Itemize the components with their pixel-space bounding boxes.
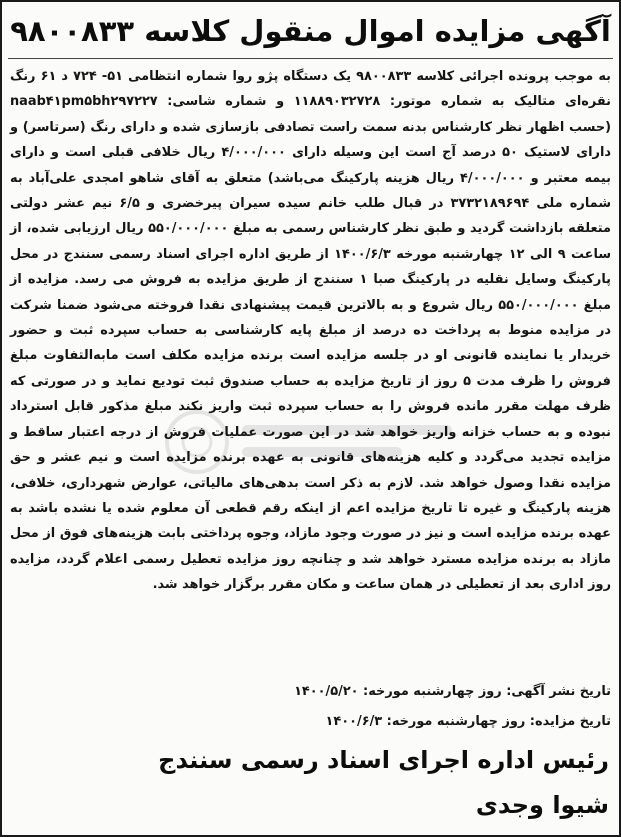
notice-paragraph: به موجب پرونده اجرائی کلاسه ۹۸۰۰۸۳۳ یک دستگاه پژو روا شماره انتظامی ۵۱- ۷۲۴ د ۶۱ رنگ نقره‌ای متالیک به شماره موتور: ۱۱۸۸۹۰۳۲۷۲۸ و شماره شاسی: naab۴۱pm۵bh۲۹۷۲۲۷ (حسب اظهار نظر کارشناس بدنه سمت راست تصادفی بازسازی شده و دارای رنگ (سرتاسر) و دارای لاستیک ۵۰ درصد آج است این وسیله دارای ۴/۰۰۰/۰۰۰ ریال خلافی قبلی است و دارای بیمه معتبر و ۴/۰۰۰/۰۰۰ ریال هزینه پارکینگ می‌باشد) متعلق به آقای شاهو امجدی علی‌آباد به شماره ملی ۳۷۳۲۱۸۹۶۹۴ در قبال طلب خانم سیده سیران پیرخضری و ۶/۵ نیم عشر دولتی متعلقه بازداشت گردید و طبق نظر کارشناس رسمی به مبلغ ۵۵۰/۰۰۰/۰۰۰ ریال ارزیابی شده، از ساعت ۹ الی ۱۲ چهارشنبه مورخه ۱۴۰۰/۶/۳ از طریق اداره اجرای اسناد رسمی سنندج در محل پارکینگ وسایل نقلیه در پارکینگ صبا ۱ سنندج از طریق مزایده به فروش می رسد. مزایده از مبلغ ۵۵۰/۰۰۰/۰۰۰ ریال شروع و به بالاترین قیمت پیشنهادی نقدا فروخته می‌شود ضمنا شرکت در مزایده منوط به پرداخت ده درصد از مبلغ پایه کارشناسی به حساب سپرده ثبت و حضور خریدار یا نماینده قانونی او در جلسه مزایده است برنده مزایده مکلف است مابه‌التفاوت مبلغ فروش را ظرف مدت ۵ روز از تاریخ مزایده به حساب صندوق ثبت تودیع نماید و در صورتی که ظرف مهلت مقرر مانده فروش را به حساب سپرده ثبت واریز نکند مبلغ مذکور قابل استرداد نبوده و به حساب خزانه واریز خواهد شد در این صورت عملیات فروش از درجه اعتبار ساقط و مزایده تجدید می‌گردد و کلیه هزینه‌های قانونی به عهده برنده مزایده است و نیم عشر و حق مزایده نقدا وصول خواهد شد. لازم به ذکر است بدهی‌های مالیاتی، عوارض شهرداری، خلافی، هزینه پارکینگ و غیره تا تاریخ مزایده اعم از اینکه رقم قطعی آن معلوم شده یا نشده باشد به عهده برنده مزایده است و نیز در صورت وجود مازاد، وجوه پرداختی بابت هزینه‌های فوق از محل مازاد به برنده مزایده مسترد خواهد شد و چنانچه روز مزایده تعطیل رسمی اعلام گردد، مزایده روز اداری بعد از تعطیلی در همان ساعت و مکان مقرر برگزار خواهد شد.: [10, 69, 612, 593]
signatory-name: شیوا وجدی: [475, 791, 609, 819]
notice-body: [10, 64, 611, 598]
title-divider: [8, 58, 613, 59]
publish-date: تاریخ نشر آگهی: روز چهارشنبه مورخه: ۱۴۰۰/۵/۲۰: [294, 684, 611, 699]
notice-title: آگهی مزایده اموال منقول کلاسه ۹۸۰۰۸۳۳: [10, 14, 611, 48]
signatory-title: رئیس اداره اجرای اسناد رسمی سنندج: [158, 746, 609, 774]
auction-date: تاریخ مزایده: روز چهارشنبه مورخه: ۱۴۰۰/۶/۳: [325, 714, 611, 729]
